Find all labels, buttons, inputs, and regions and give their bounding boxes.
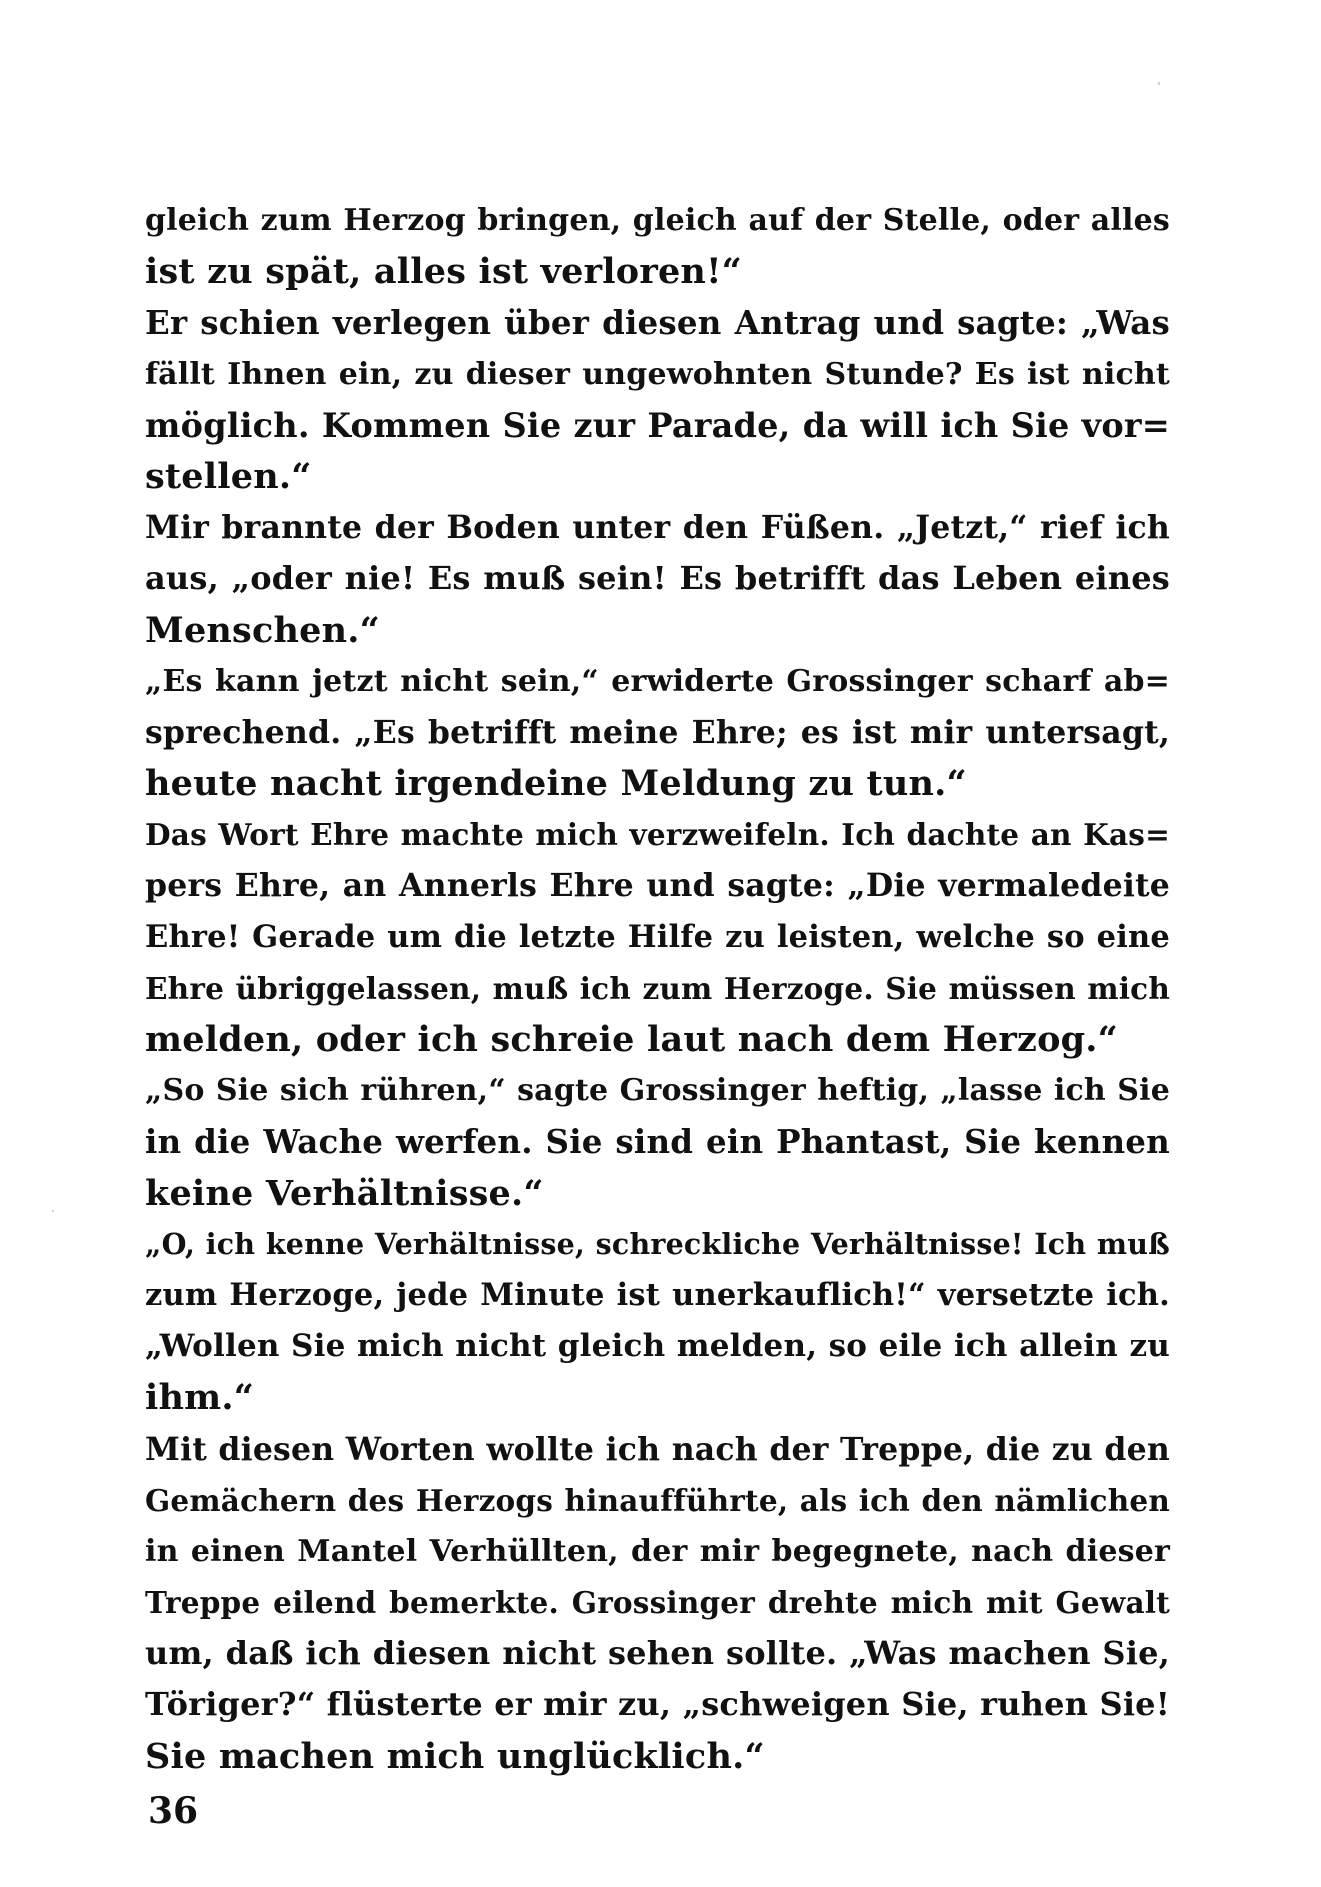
text-line: „Es kann jetzt nicht sein,“ erwiderte Grossinger scharf ab= <box>145 663 1170 699</box>
text-line: sprechend. „Es betrifft meine Ehre; es ist mir untersagt, <box>145 713 1170 751</box>
text-line: Menschen.“ <box>145 609 380 651</box>
text-line: Mir brannte der Boden unter den Füßen. „Jetzt,“ rief ich <box>145 509 1170 547</box>
body-text <box>145 195 1170 1782</box>
text-line: „O, ich kenne Verhältnisse, schreckliche Verhältnisse! Ich muß <box>145 1226 1170 1261</box>
text-line: fällt Ihnen ein, zu dieser ungewohnten Stunde? Es ist nicht <box>145 356 1170 392</box>
text-line: ist zu spät, alles ist verloren!“ <box>145 251 742 293</box>
text-line: Ehre übriggelassen, muß ich zum Herzoge. Sie müssen mich <box>145 970 1170 1006</box>
text-line: „So Sie sich rühren,“ sagte Grossinger heftig, „lasse ich Sie <box>145 1073 1170 1109</box>
text-line: melden, oder ich schreie laut nach dem Herzog.“ <box>145 1019 1119 1060</box>
text-line: Das Wort Ehre machte mich verzweifeln. Ich dachte an Kas= <box>145 817 1170 853</box>
text-line: gleich zum Herzog bringen, gleich auf der Stelle, oder alles <box>145 203 1170 238</box>
text-line: zum Herzoge, jede Minute ist unerkauflich!“ versetzte ich. <box>145 1276 1170 1313</box>
text-line: pers Ehre, an Annerls Ehre und sagte: „Die vermaledeite <box>145 867 1170 905</box>
text-line: Ehre! Gerade um die letzte Hilfe zu leisten, welche so eine <box>145 918 1170 955</box>
text-line: keine Verhältnisse.“ <box>145 1172 544 1214</box>
text-line: Mit diesen Worten wollte ich nach der Treppe, die zu den <box>145 1430 1170 1468</box>
text-line: Sie machen mich unglücklich.“ <box>145 1735 765 1777</box>
paper-speck <box>52 1210 54 1212</box>
text-line: Er schien verlegen über diesen Antrag und sagte: „Was <box>145 303 1170 343</box>
text-line: in einen Mantel Verhüllten, der mir begegnete, nach dieser <box>145 1533 1170 1569</box>
text-line: aus, „oder nie! Es muß sein! Es betrifft das Leben eines <box>145 559 1170 598</box>
paper-speck <box>1158 82 1160 85</box>
page-number: 36 <box>148 1790 199 1832</box>
text-line: möglich. Kommen Sie zur Parade, da will ich Sie vor= <box>145 405 1170 445</box>
text-line: Gemächern des Herzogs hinaufführte, als ich den nämlichen <box>145 1482 1170 1518</box>
text-line: in die Wache werfen. Sie sind ein Phantast, Sie kennen <box>145 1122 1170 1162</box>
text-line: um, daß ich diesen nicht sehen sollte. „Was machen Sie, <box>145 1634 1170 1673</box>
text-line: Treppe eilend bemerkte. Grossinger drehte mich mit Gewalt <box>145 1585 1170 1621</box>
text-line: ihm.“ <box>145 1377 255 1419</box>
text-line: „Wollen Sie mich nicht gleich melden, so eile ich allein zu <box>145 1328 1170 1365</box>
text-line: Töriger?“ flüsterte er mir zu, „schweigen Sie, ruhen Sie! <box>145 1685 1170 1724</box>
text-line: heute nacht irgendeine Meldung zu tun.“ <box>145 763 967 805</box>
text-line: stellen.“ <box>145 455 312 497</box>
